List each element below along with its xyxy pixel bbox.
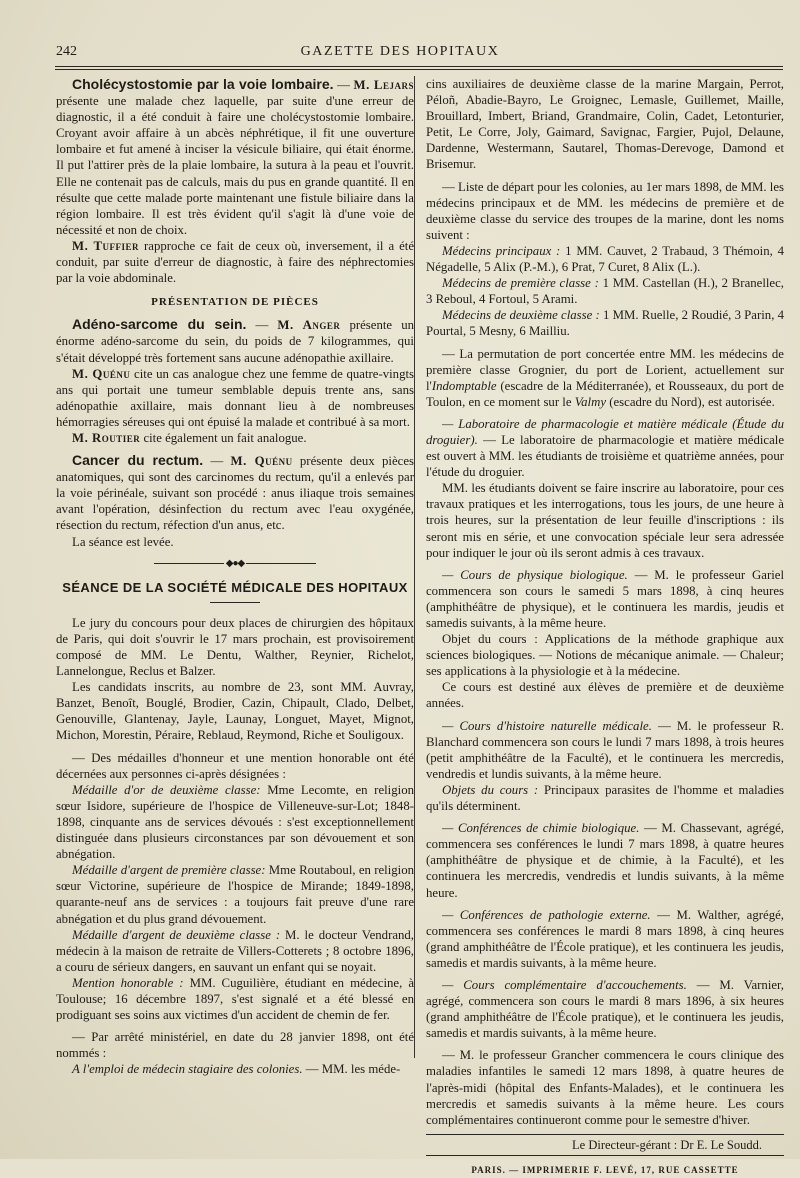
paragraph-text: Principaux parasites de l'homme et maladies qu'ils déterminent. (426, 782, 784, 814)
paragraph (56, 782, 414, 862)
paragraph: — Liste de départ pour les colonies, au 1er mars 1898, de MM. les médecins principaux et de MM. les médecins de première et de deuxième classe du service des troupes de la marine, dont les noms suivent : (426, 179, 784, 242)
paragraph (56, 238, 414, 286)
paragraph: Objet du cours : Applications de la méthode graphique aux sciences biologiques. — Notions de mécanique animale. — Chaleur; ses applications à la physiologie et à la médecine. (426, 632, 784, 679)
paragraph: — Par arrêté ministériel, en date du 28 janvier 1898, ont été nommés : (56, 1030, 414, 1061)
paragraph (426, 907, 784, 971)
column-divider (414, 76, 415, 1058)
section-title-pieces: PRÉSENTATION DE PIÈCES (151, 296, 319, 309)
italic-label: — Cours de physique biologique. (442, 567, 628, 582)
paragraph-text: MM. Cuguilière, étudiant en médecine, à Toulouse; 16 décembre 1897, s'est signalé et a été blessé en prodiguant ses soins aux victimes d'un accident de chemin de fer. (56, 975, 414, 1023)
italic-label: Objets du cours : (442, 782, 539, 797)
signature: Le Directeur-gérant : Dr E. Le Soudd. (572, 1137, 762, 1152)
article-title: Cholécystostomie par la voie lombaire. (72, 76, 334, 92)
paragraph: Ce cours est destiné aux élèves de première et de deuxième années. (426, 680, 784, 711)
italic-label: A l'emploi de médecin stagiaire des colonies. (72, 1062, 303, 1077)
italic-label: Mention honorable : (72, 975, 184, 990)
paragraph (426, 275, 784, 307)
article-text: présente deux pièces anatomiques, qui sont des carcinomes du rectum, qu'il a enlevés par la voie périnéale, suivant son procédé : anus iliaque trois semaines avant l'opération, désinfection du rectum avec l'eau oxygénée, résection du rectum, réfection d'un anus, etc. (56, 454, 414, 533)
paragraph: Les candidats inscrits, au nombre de 23, sont MM. Auvray, Banzet, Benoît, Bouglé, Brodier, Cazin, Chipault, Clado, Delbet, Genouville, Glantenay, Jayle, Launay, Longuet, Mayet, Mignot, Michon, Morestin, Péraire, Reblaud, Reymond, Riche et Souligoux. (56, 680, 414, 743)
paragraph (56, 1061, 414, 1077)
author-name: M. Tuffier (72, 238, 140, 253)
article-cholecystostomie: Cholécystostomie par la voie lombaire. — M. Lejars présente une malade chez laquelle, par suite d'une erreur de diagnostic, il a été conduit à faire une cholécystostomie lombaire. Croyant avoir affaire à un abcès néphrétique, il fit une ouverture lombaire et fut amené à inciser la vésicule biliaire, qui était énorme. Il put l'attirer près de la plaie lombaire, la sutura à la peau et l'ouvrit. Elle ne contenait pas de calculs, mais du pus en grande quantité. Il en résulte que cette malade porte maintenant une fistule biliaire dans la région lombaire. Il est très évident qu'il s'agit là d'une voie de nécessité et non de choix. (56, 76, 414, 237)
paragraph: — Des médailles d'honneur et une mention honorable ont été décernées aux personnes ci-après désignées : (56, 750, 414, 781)
paragraph-text: cite également un fait analogue. (143, 430, 307, 445)
article-text: présente une malade chez laquelle, par suite d'une erreur de diagnostic, il a été conduit à faire une cholécystostomie lombaire. Croyant avoir affaire à un abcès néphrétique, il fit une ouverture lombaire et fut amené à inciser la vésicule biliaire, qui était énorme. Il put l'attirer près de la plaie lombaire, la sutura à la peau et l'ouvrit. Elle ne contenait pas de calculs, mais du pus en grande quantité. Il en résulte que cette malade porte maintenant une fistule biliaire dans la région lombaire. Il est très évident qu'il s'agit là d'une voie de nécessité et non de choix. (56, 94, 414, 237)
paragraph-text: — M. Walther, agrégé, commencera ses conférences le mardi 8 mars 1898, à cinq heures (grand amphithéâtre de l'École pratique), et les continuera les jeudis, samedis et mardis suivants, à la même heure. (426, 907, 784, 970)
author-name: M. Lejars (353, 78, 414, 92)
paragraph-text: 1 MM. Cauvet, 2 Trabaud, 3 Thémoin, 4 Négadelle, 5 Alix (P.-M.), 6 Prat, 7 Curet, 8 Alix (L.). (426, 243, 784, 275)
imprint: PARIS. — IMPRIMERIE F. LEVÉ, 17, RUE CASSETTE (471, 1164, 739, 1175)
paragraph-text: M. le docteur Vendrand, médecin à la maison de retraite de Villers-Cotterets ; 8 octobre 1896, a couru de sérieux dangers, en sauvant un enfant qui se noyait. (56, 927, 415, 974)
session-closing: La séance est levée. (72, 534, 174, 549)
italic-label: Médecins de deuxième classe : (442, 308, 600, 323)
section-title-societe: SÉANCE DE LA SOCIÉTÉ MÉDICALE DES HOPITAUX (62, 579, 408, 595)
paragraph-text: 1 MM. Ruelle, 2 Roudié, 3 Parin, 4 Pourtal, 5 Mesny, 6 Mailliu. (426, 308, 784, 339)
paragraph (426, 243, 784, 275)
paragraph: MM. les étudiants doivent se faire inscrire au laboratoire, pour ces travaux pratiques et les interrogations, tous les jours, de une heure à trois heures, sur la présentation de leur feuille d'inscriptions : ils seront mis en série, et une convocation spéciale leur sera adressée pour indiquer le jour où ils seront admis à ces travaux. (426, 481, 784, 560)
ship-name: Indomptable (431, 378, 497, 393)
right-column (426, 76, 784, 1178)
paragraph-text: — M. le professeur Gariel commencera son cours le samedi 5 mars 1898, à cinq heures (amphithéâtre de physique), et le continuera les mardis, jeudis et samedis suivants, à la même heure. (426, 567, 784, 630)
italic-label: Médecins de première classe : (442, 276, 599, 291)
paragraph-text: — Le laboratoire de pharmacologie et matière médicale est ouvert à MM. les étudiants de troisième et quatrième années, pour l'étude du droguier. (426, 432, 784, 480)
author-name: M. Quénu (72, 366, 131, 381)
paragraph (426, 346, 784, 410)
paragraph-text: cite un cas analogue chez une femme de quatre-vingts ans qui portait une tumeur semblable depuis trente ans, sans adénopathie axillaire, mais donnant lieu à de nombreuses hémorragies séreuses qui ont épuisé la malade et contribué à sa mort. (56, 366, 415, 429)
paragraph-text: (escadre de la Méditerranée), et Rousseaux, du port de Toulon, en ce moment sur le (426, 378, 784, 409)
paragraph (56, 975, 414, 1023)
italic-label: Médaille d'argent de deuxième classe : (72, 927, 281, 942)
ship-name: Valmy (574, 394, 607, 409)
left-column (56, 76, 414, 1077)
article-title: Adéno-sarcome du sein. (72, 316, 247, 333)
signature-block (426, 1134, 784, 1156)
italic-label: — Conférences de chimie biologique. (442, 821, 640, 836)
italic-label: Médecins principaux : (442, 243, 561, 258)
paragraph-text: rapproche ce fait de ceux où, inversement, il a été conduit, par suite d'erreur de diagnostic, à faire des néphrectomies par la voie abdominale. (56, 238, 415, 286)
paragraph-text: — MM. les méde- (305, 1062, 401, 1077)
header-rule (55, 66, 783, 70)
paragraph-text: 1 MM. Castellan (H.), 2 Branellec, 3 Reboul, 4 Fortoul, 5 Arami. (426, 276, 784, 307)
short-rule (210, 602, 260, 603)
page-number: 242 (56, 44, 77, 59)
author-name: M. Routier (72, 430, 141, 445)
paragraph-text: Mme Routaboul, en religion sœur Victorine, supérieure de l'hospice de Mirande; 1849-1898, quarante-neuf ans de services : a toujours fait preuve d'une rare abnégation et du plus grand dévouement. (56, 863, 415, 926)
paragraph (56, 927, 414, 975)
italic-label: Médaille d'argent de première classe: (72, 863, 266, 878)
italic-label: — Laboratoire de pharmacologie et matière médicale (Étude du droguier). (426, 416, 784, 447)
paragraph-text: — M. le professeur R. Blanchard commencera son cours le lundi 7 mars 1898, à trois heures (petit amphithéâtre de la Faculté), et le continuera les mercredis, vendredis et lundis suivants, à la même heure. (426, 718, 784, 781)
ornament-divider: ◆●◆ (56, 556, 414, 572)
paragraph (426, 567, 784, 631)
paragraph: Le jury du concours pour deux places de chirurgien des hôpitaux de Paris, qui doit s'ouvrir le 17 mars prochain, est provisoirement composé de MM. Le Dentu, Walther, Reynier, Richelot, Lannelongue, Reclus et Balzer. (56, 615, 414, 679)
italic-label: — Cours d'histoire naturelle médicale. (442, 718, 652, 733)
italic-label: — Conférences de pathologie externe. (442, 907, 651, 922)
paragraph (56, 862, 414, 926)
paragraph (426, 307, 784, 339)
paragraph (426, 718, 784, 782)
italic-label: Médaille d'or de deuxième classe: (72, 782, 261, 797)
paragraph (426, 820, 784, 900)
paragraph-text: (escadre du Nord), est autorisée. (606, 394, 775, 409)
author-name: M. Anger (277, 318, 341, 333)
paragraph (426, 416, 784, 480)
paragraph-text: — La permutation de port concertée entre MM. les médecins de première classe Grognier, du port de Lorient, actuellement sur l' (426, 346, 784, 393)
paragraph: cins auxiliaires de deuxième classe de la marine Margain, Perrot, Péloñ, Abadie-Bayro, Le Groignec, Lemasle, Guillemet, Maille, Brouillard, Imbert, Briand, Grandmaire, Colin, Cadet, Letonturier, Petit, Le Corre, Joly, Gaimard, Savignac, Fargier, Pujol, Delaune, Dardenne, Westermann, Sautarel, Thomas-Derevoge, Damond et Brisemur. (426, 77, 784, 172)
paragraph-text: — M. Chassevant, agrégé, commencera ses conférences le lundi 7 mars 1898, à quatre heures (amphithéâtre de physique et de chimie, à la Faculté), et les continuera les mercredis, vendredis et lundis suivants, à la même heure. (426, 821, 784, 900)
article-adeno-sarcome: Adéno-sarcome du sein. — M. Anger présente un énorme adéno-sarcome du sein, du poids de 7 kilogrammes, qui s'était développé très fortement sans aucune adénopathie axillaire. (56, 316, 414, 365)
paragraph (56, 430, 414, 446)
italic-label: — Cours complémentaire d'accouchements. (442, 977, 687, 992)
author-name: M. Quénu (230, 454, 293, 469)
article-title: Cancer du rectum. (72, 452, 204, 469)
paragraph: — M. le professeur Grancher commencera le cours clinique des maladies infantiles le samedi 12 mars 1898, à quatre heures de l'après-midi (hôpital des Enfants-Malades), et le continuera les mercredis et samedis suivants à la même heure. Les cours complémentaires continueront comme pour le semestre d'hiver. (426, 1048, 784, 1127)
paragraph (426, 782, 784, 814)
paragraph (426, 977, 784, 1041)
paragraph-text: Mme Lecomte, en religion sœur Isidore, supérieure de l'hospice de Villeneuve-sur-Lot; 1848-1898, cinquante ans de services dévoués : s'est exceptionnellement distinguée dans plusieurs circonstances par son dévouement et son abnégation. (56, 782, 414, 862)
paragraph (56, 366, 414, 430)
running-title: GAZETTE DES HOPITAUX (300, 44, 500, 59)
article-text: présente un énorme adéno-sarcome du sein, du poids de 7 kilogrammes, qui s'était développé très fortement sans aucune adénopathie axillaire. (56, 318, 414, 365)
article-cancer-rectum: Cancer du rectum. — M. Quénu présente deux pièces anatomiques, qui sont des carcinomes du rectum, qu'il a enlevés par la voie périnéale, suivant son procédé : anus iliaque trois semaines avant l'opération, désinfection du rectum avec l'eau oxygénée, résection du rectum, réfection d'un anus, etc. (56, 452, 414, 533)
paragraph-text: — M. Varnier, agrégé, commencera son cours le mardi 8 mars 1896, à six heures (grand amphithéâtre de l'École pratique), et le continuera les jeudis, samedis et mardis suivants, à la même heure. (426, 977, 785, 1041)
